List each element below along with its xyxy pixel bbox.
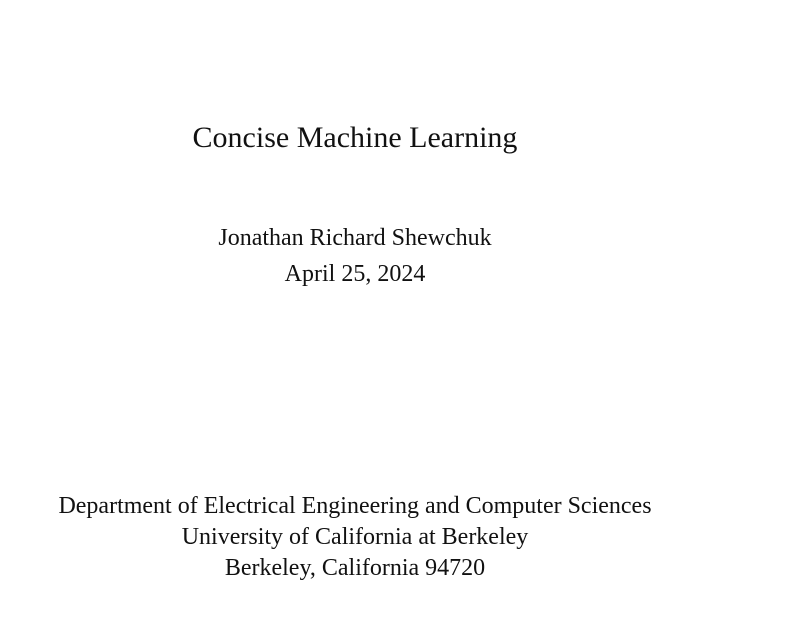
document-title: Concise Machine Learning: [192, 121, 518, 154]
university-name: University of California at Berkeley: [181, 524, 529, 550]
author-name: Jonathan Richard Shewchuk: [218, 225, 492, 251]
city-address: Berkeley, California 94720: [224, 555, 486, 581]
department-name: Department of Electrical Engineering and Computer Sciences: [58, 493, 652, 519]
document-date: April 25, 2024: [284, 261, 426, 287]
